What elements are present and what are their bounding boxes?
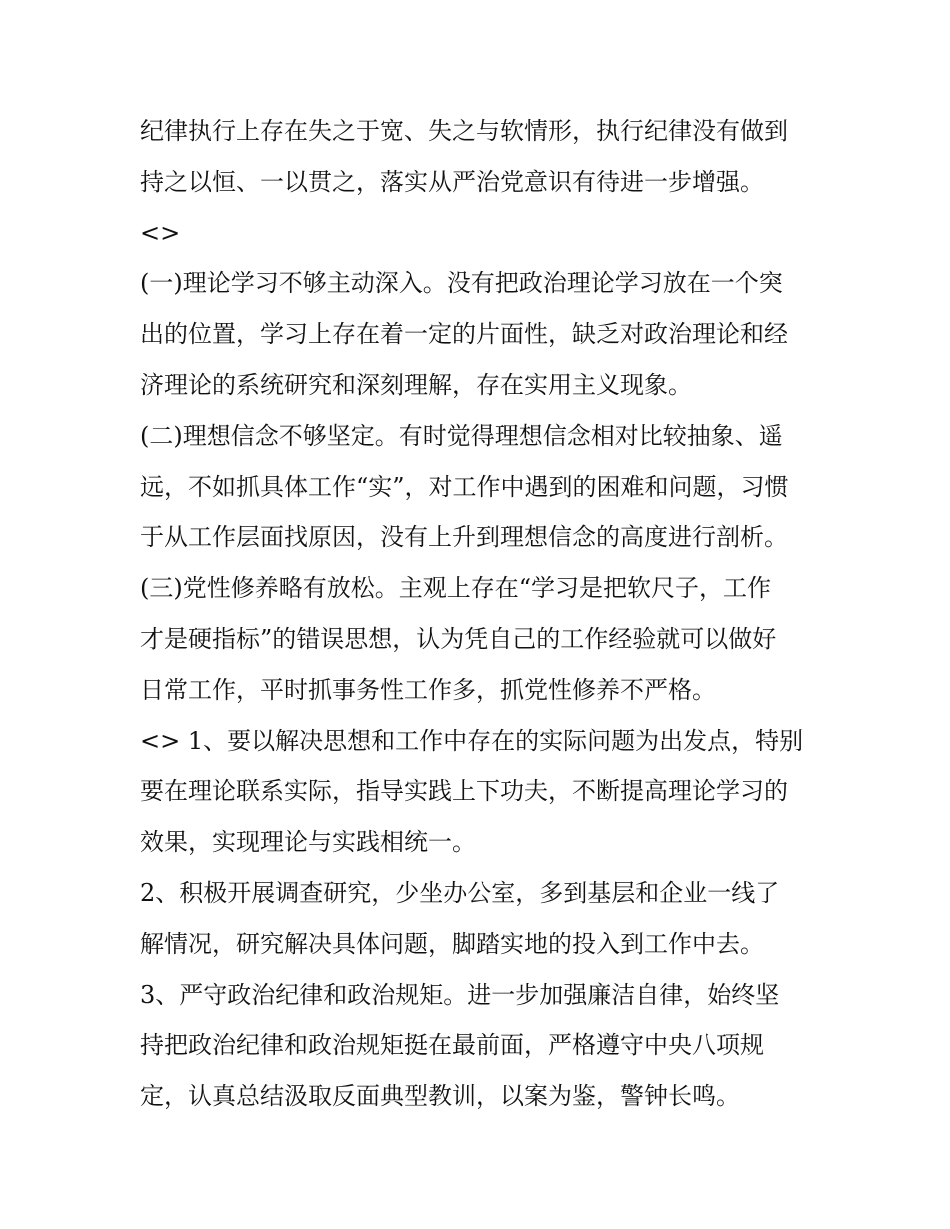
- text-line: <> 1、要以解决思想和工作中存在的实际问题为出发点，特别: [140, 726, 804, 755]
- text-line: (三)党性修养略有放松。主观上存在“学习是把软尺子，工作: [140, 574, 771, 603]
- paragraph-placeholder-marker: [140, 208, 820, 259]
- text-line: (一)理论学习不够主动深入。没有把政治理论学习放在一个突: [140, 269, 783, 298]
- paragraph-ideal-belief: [140, 411, 820, 563]
- text-line: 3、严守政治纪律和政治规矩。进一步加强廉洁自律，始终坚: [140, 980, 780, 1009]
- paragraph-party-cultivation: [140, 563, 820, 715]
- paragraph-theory-study: [140, 258, 820, 410]
- text-line: 远，不如抓具体工作“实”，对工作中遇到的困难和问题，习惯: [140, 472, 789, 501]
- text-line: 解情况，研究解决具体问题，脚踏实地的投入到工作中去。: [140, 929, 764, 958]
- text-line: (二)理想信念不够坚定。有时觉得理想信念相对比较抽象、遥: [140, 421, 783, 450]
- document-body: [140, 106, 820, 1122]
- paragraph-measure-1: [140, 716, 820, 868]
- text-line: 持之以恒、一以贯之，落实从严治党意识有待进一步增强。: [140, 167, 764, 196]
- text-line: 出的位置，学习上存在着一定的片面性，缺乏对政治理论和经: [140, 320, 788, 349]
- text-line: 于从工作层面找原因，没有上升到理想信念的高度进行剖析。: [140, 523, 788, 552]
- text-line: 日常工作，平时抓事务性工作多，抓党性修养不严格。: [140, 675, 716, 704]
- text-line: 才是硬指标”的错误思想，认为凭自己的工作经验就可以做好: [140, 624, 777, 653]
- paragraph-measure-3: [140, 970, 820, 1122]
- text-line: 济理论的系统研究和深刻理解，存在实用主义现象。: [140, 370, 692, 399]
- text-line: <>: [140, 218, 181, 247]
- text-line: 定，认真总结汲取反面典型教训，以案为鉴，警钟长鸣。: [140, 1082, 740, 1111]
- text-line: 纪律执行上存在失之于宽、失之与软情形，执行纪律没有做到: [140, 117, 788, 145]
- text-line: 2、积极开展调查研究，少坐办公室，多到基层和企业一线了: [140, 878, 780, 907]
- text-line: 持把政治纪律和政治规矩挺在最前面，严格遵守中央八项规: [140, 1031, 764, 1060]
- text-line: 要在理论联系实际，指导实践上下功夫，不断提高理论学习的: [140, 777, 788, 806]
- paragraph-measure-2: [140, 868, 820, 970]
- paragraph-discipline-execution: [140, 106, 820, 208]
- text-line: 效果，实现理论与实践相统一。: [140, 828, 476, 857]
